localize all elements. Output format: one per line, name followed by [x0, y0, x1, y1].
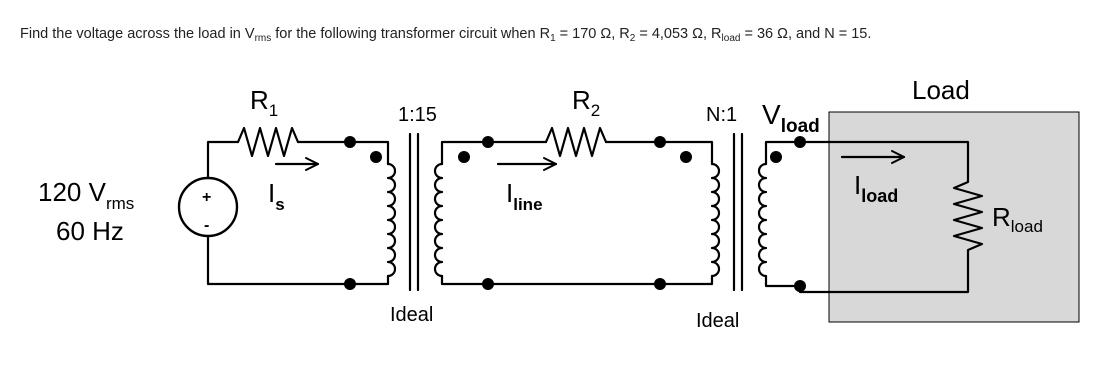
xfmr2-polarity-dot-secondary — [770, 151, 782, 163]
q-part2: for the following transformer circuit when R — [271, 26, 551, 42]
iline-label-text: I — [506, 178, 514, 208]
r1-label-text: R — [250, 85, 269, 115]
is-label-text: I — [268, 178, 276, 208]
node-r2-right — [654, 136, 666, 148]
xfmr1-ratio-label: 1:15 — [398, 104, 437, 126]
q-sub-r1: 1 — [550, 33, 556, 44]
q-part5: = 36 Ω, and N = 15. — [740, 26, 872, 42]
source-frequency-label: 60 Hz — [56, 216, 124, 246]
q-sub-r2: 2 — [629, 33, 636, 44]
node-source-bottom — [344, 278, 356, 290]
is-label-sub: s — [275, 195, 285, 214]
node-r1-right — [344, 136, 356, 148]
wire-source-bottom — [208, 238, 350, 284]
iload-label-text: I — [854, 170, 862, 200]
r2-label — [572, 85, 600, 120]
xfmr2-ideal-label: Ideal — [696, 310, 740, 332]
wire-xfmr1-secondary-bottom — [442, 276, 488, 284]
source-plus-sign: + — [202, 189, 212, 206]
iload-label-sub: load — [861, 186, 899, 206]
r2-label-text: R — [572, 85, 591, 115]
node-load-top — [794, 136, 806, 148]
q-part3: = 170 Ω, R — [555, 26, 630, 42]
r2-resistor — [546, 128, 606, 156]
r1-label-sub: 1 — [268, 101, 279, 120]
q-sub-rms: rms — [254, 33, 272, 44]
q-sub-rload: load — [721, 33, 741, 44]
iline-label — [506, 178, 543, 214]
xfmr1-primary-coil — [388, 164, 395, 276]
xfmr2-secondary-coil — [759, 164, 766, 276]
wire-xfmr1-primary-top — [350, 142, 388, 164]
rload-label-sub: load — [1010, 217, 1043, 236]
vload-label-text: V — [762, 99, 781, 130]
xfmr1-polarity-dot-secondary — [458, 151, 470, 163]
wire-xfmr2-primary-bottom — [660, 276, 712, 284]
node-line-bottom-left — [482, 278, 494, 290]
vload-label-sub: load — [780, 116, 820, 137]
r2-label-sub: 2 — [590, 101, 601, 120]
xfmr2-ratio-label: N:1 — [706, 104, 738, 126]
q-part1: Find the voltage across the load in V — [20, 26, 255, 42]
xfmr1-secondary-coil — [435, 164, 442, 276]
node-load-bottom — [794, 280, 806, 292]
node-line-top-left — [482, 136, 494, 148]
xfmr2-primary-coil — [712, 164, 719, 276]
r1-label — [250, 85, 278, 120]
vload-label — [762, 99, 820, 137]
xfmr2-polarity-dot-primary — [680, 151, 692, 163]
is-label — [268, 178, 285, 214]
xfmr1-polarity-dot-primary — [370, 151, 382, 163]
wire-xfmr2-secondary-top — [766, 142, 800, 164]
rload-label-text: R — [992, 202, 1011, 232]
r1-resistor — [238, 128, 298, 156]
load-title: Load — [912, 75, 970, 105]
source-voltage-label — [38, 177, 134, 213]
wire-source-top — [208, 142, 238, 177]
node-line-bottom-right — [654, 278, 666, 290]
xfmr1-ideal-label: Ideal — [390, 304, 434, 326]
source-minus-sign: - — [204, 217, 210, 234]
q-part4: = 4,053 Ω, R — [635, 26, 722, 42]
source-voltage-sub: rms — [105, 194, 135, 213]
iline-label-sub: line — [513, 195, 543, 214]
source-voltage-text: 120 V — [38, 177, 106, 207]
